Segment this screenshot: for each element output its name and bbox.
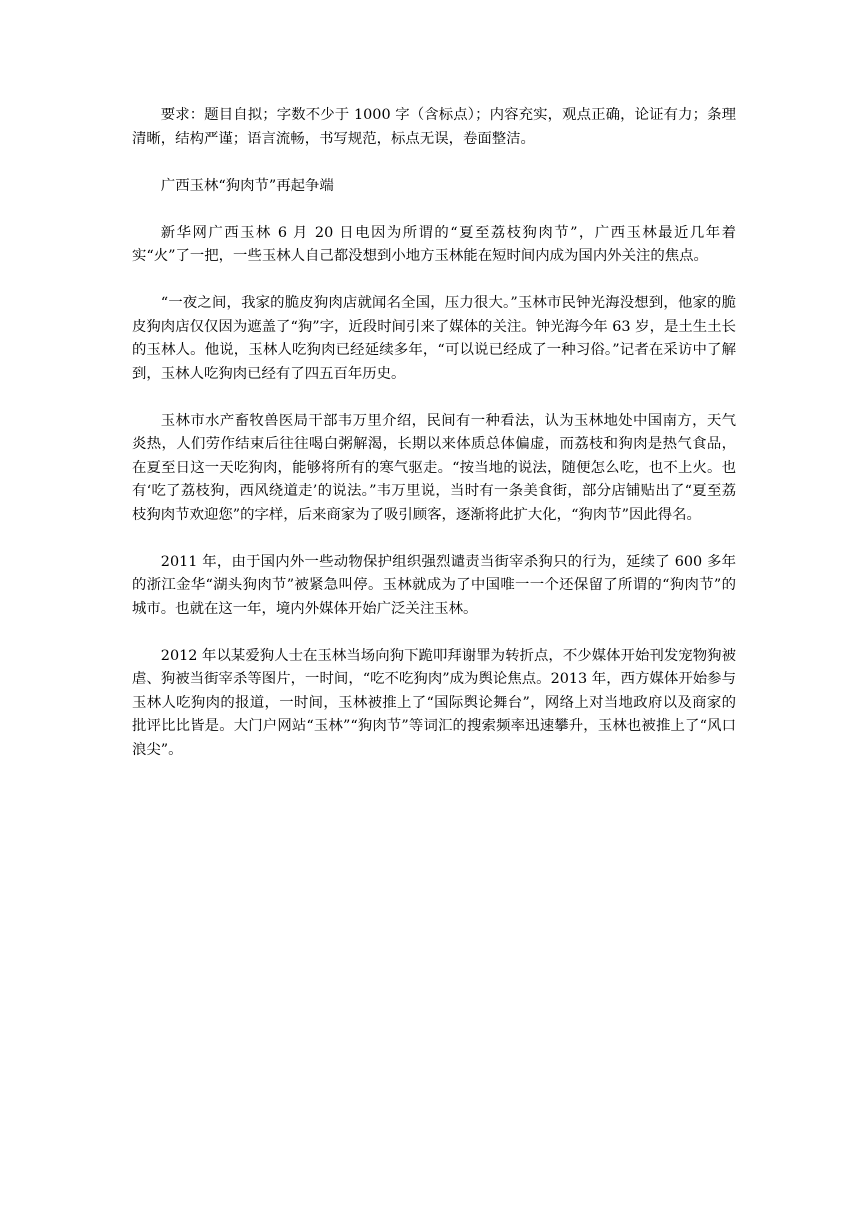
article-paragraph-3: 玉林市水产畜牧兽医局干部韦万里介绍，民间有一种看法，认为玉林地处中国南方，天气炎热，人们劳作结束后往往喝白粥解渴，长期以来体质总体偏虚，而荔枝和狗肉是热气食品，在夏至日这一天吃狗肉，能够将所有的寒气驱走。“按当地的说法，随便怎么吃，也不上火。也有‘吃了荔枝狗，西风绕道走’的说法。”韦万里说，当时有一条美食街，部分店铺贴出了“夏至荔枝狗肉节欢迎您”的字样，后来商家为了吸引顾客，逐渐将此扩大化，“狗肉节”因此得名。 [132,412,736,523]
article-paragraph-4: 2011 年，由于国内外一些动物保护组织强烈谴责当街宰杀狗只的行为，延续了 600 多年的浙江金华“湖头狗肉节”被紧急叫停。玉林就成为了中国唯一一个还保留了所谓的“狗肉节”的城市。也就在这一年，境内外媒体开始广泛关注玉林。 [132,553,736,617]
document-body [132,104,736,786]
article-paragraph-2: “一夜之间，我家的脆皮狗肉店就闻名全国，压力很大。”玉林市民钟光海没想到，他家的脆皮狗肉店仅仅因为遮盖了“狗”字，近段时间引来了媒体的关注。钟光海今年 63 岁，是土生土长的玉林人。他说，玉林人吃狗肉已经延续多年，“可以说已经成了一种习俗。”记者在采访中了解到，玉林人吃狗肉已经有了四五百年历史。 [132,295,736,382]
article-paragraph-1: 新华网广西玉林 6 月 20 日电因为所谓的“夏至荔枝狗肉节”，广西玉林最近几年着实“火”了一把，一些玉林人自己都没想到小地方玉林能在短时间内成为国内外关注的焦点。 [132,224,736,264]
article-paragraph-5: 2012 年以某爱狗人士在玉林当场向狗下跪叩拜谢罪为转折点，不少媒体开始刊发宠物狗被虐、狗被当街宰杀等图片，一时间，“吃不吃狗肉”成为舆论焦点。2013 年，西方媒体开始参与玉林人吃狗肉的报道，一时间，玉林被推上了“国际舆论舞台”，网络上对当地政府以及商家的批评比比皆是。大门户网站“玉林”“狗肉节”等词汇的搜索频率迅速攀升，玉林也被推上了“风口浪尖”。 [132,647,736,758]
article-title: 广西玉林“狗肉节”再起争端 [160,177,334,194]
essay-requirements: 要求：题目自拟；字数不少于 1000 字（含标点）；内容充实，观点正确，论证有力；条理清晰，结构严谨；语言流畅，书写规范，标点无误，卷面整洁。 [132,107,736,147]
